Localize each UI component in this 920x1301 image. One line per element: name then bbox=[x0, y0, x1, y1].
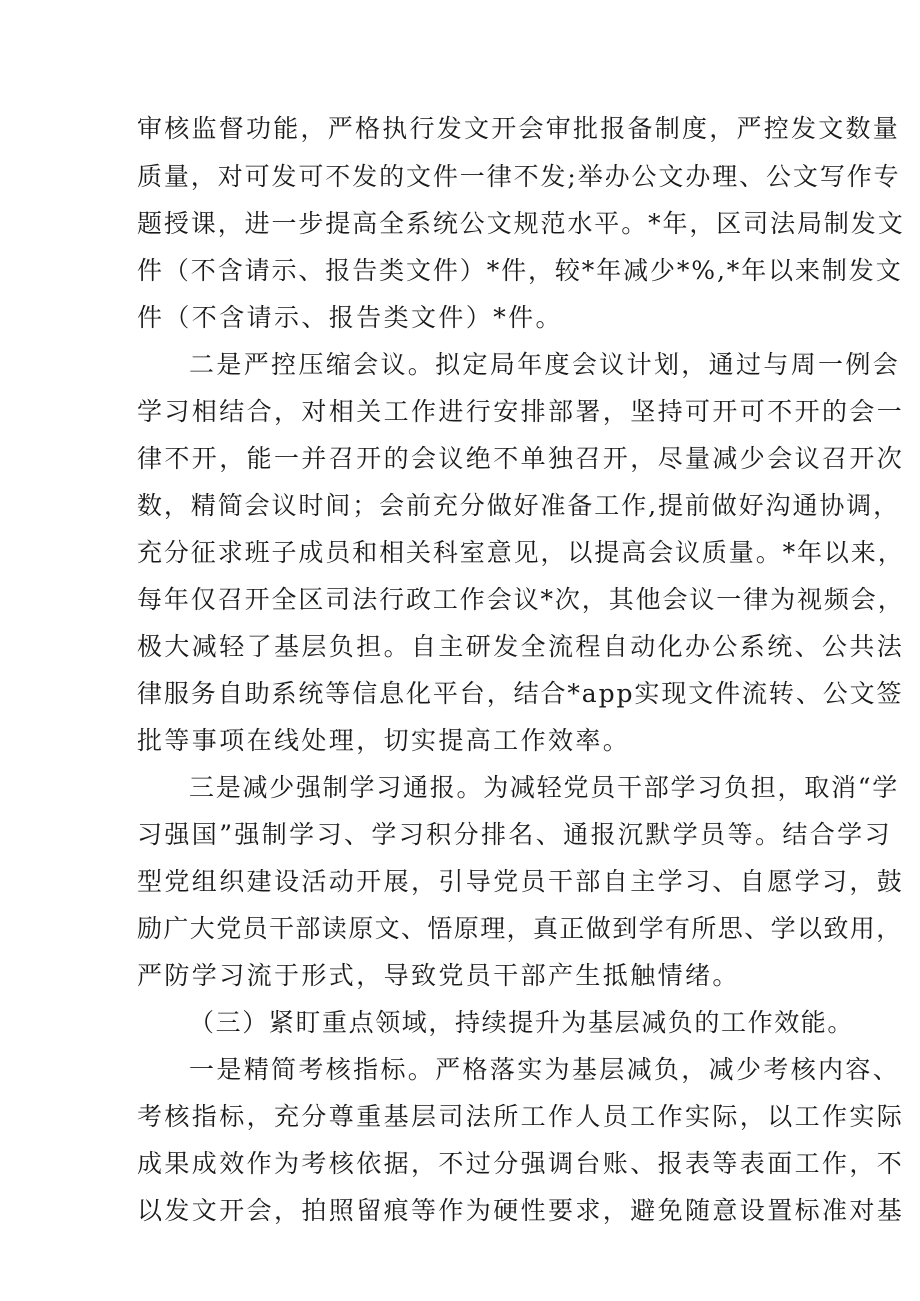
paragraph-2-line-7: 极大减轻了基层负担。自主研发全流程自动化办公系统、公共法 bbox=[137, 632, 905, 661]
paragraph-1-line-5: 件（不含请示、报告类文件）*件。 bbox=[137, 303, 563, 332]
paragraph-3-line-4: 励广大党员干部读原文、悟原理，真正做到学有所思、学以致用， bbox=[137, 914, 903, 943]
paragraph-4-line-4: 以发文开会，拍照留痕等作为硬性要求，避免随意设置标准对基 bbox=[137, 1196, 905, 1225]
paragraph-4-line-1: 一是精简考核指标。严格落实为基层减负，减少考核内容、 bbox=[189, 1055, 901, 1084]
paragraph-2-line-5: 充分征求班子成员和相关科室意见，以提高会议质量。*年以来， bbox=[137, 538, 905, 567]
paragraph-4-line-3: 成果成效作为考核依据，不过分强调台账、报表等表面工作，不 bbox=[137, 1149, 905, 1178]
paragraph-1-line-1: 审核监督功能，严格执行发文开会审批报备制度，严控发文数量 bbox=[137, 114, 901, 143]
paragraph-3-line-2: 习强国”强制学习、学习积分排名、通报沉默学员等。结合学习 bbox=[137, 820, 892, 849]
paragraph-2-line-1: 二是严控压缩会议。拟定局年度会议计划，通过与周一例会 bbox=[189, 350, 901, 379]
paragraph-2-line-4: 数，精简会议时间；会前充分做好准备工作,提前做好沟通协调， bbox=[137, 491, 901, 520]
paragraph-2-line-9: 批等事项在线处理，切实提高工作效率。 bbox=[137, 726, 631, 755]
paragraph-1-line-4: 件（不含请示、报告类文件）*件，较*年减少*%,*年以来制发文 bbox=[137, 256, 903, 285]
paragraph-2-line-3: 律不开，能一并召开的会议绝不单独召开，尽量减少会议召开次 bbox=[137, 444, 905, 473]
paragraph-1-line-2: 质量，对可发可不发的文件一律不发;举办公文办理、公文写作专 bbox=[137, 162, 901, 191]
paragraph-2-line-6: 每年仅召开全区司法行政工作会议*次，其他会议一律为视频会， bbox=[137, 585, 905, 614]
paragraph-2-line-2: 学习相结合，对相关工作进行安排部署，坚持可开可不开的会一 bbox=[137, 397, 905, 426]
section-heading: （三）紧盯重点领域，持续提升为基层减负的工作效能。 bbox=[189, 1008, 855, 1037]
paragraph-2-line-8: 律服务自助系统等信息化平台，结合*app实现文件流转、公文签 bbox=[137, 679, 904, 708]
paragraph-4-line-2: 考核指标，充分尊重基层司法所工作人员工作实际，以工作实际 bbox=[137, 1102, 905, 1131]
paragraph-1-line-3: 题授课，进一步提高全系统公文规范水平。*年，区司法局制发文 bbox=[137, 209, 905, 238]
paragraph-3-line-1: 三是减少强制学习通报。为减轻党员干部学习负担，取消“学 bbox=[189, 773, 900, 802]
paragraph-3-line-5: 严防学习流于形式，导致党员干部产生抵触情绪。 bbox=[137, 961, 740, 990]
paragraph-3-line-3: 型党组织建设活动开展，引导党员干部自主学习、自愿学习，鼓 bbox=[137, 867, 905, 896]
